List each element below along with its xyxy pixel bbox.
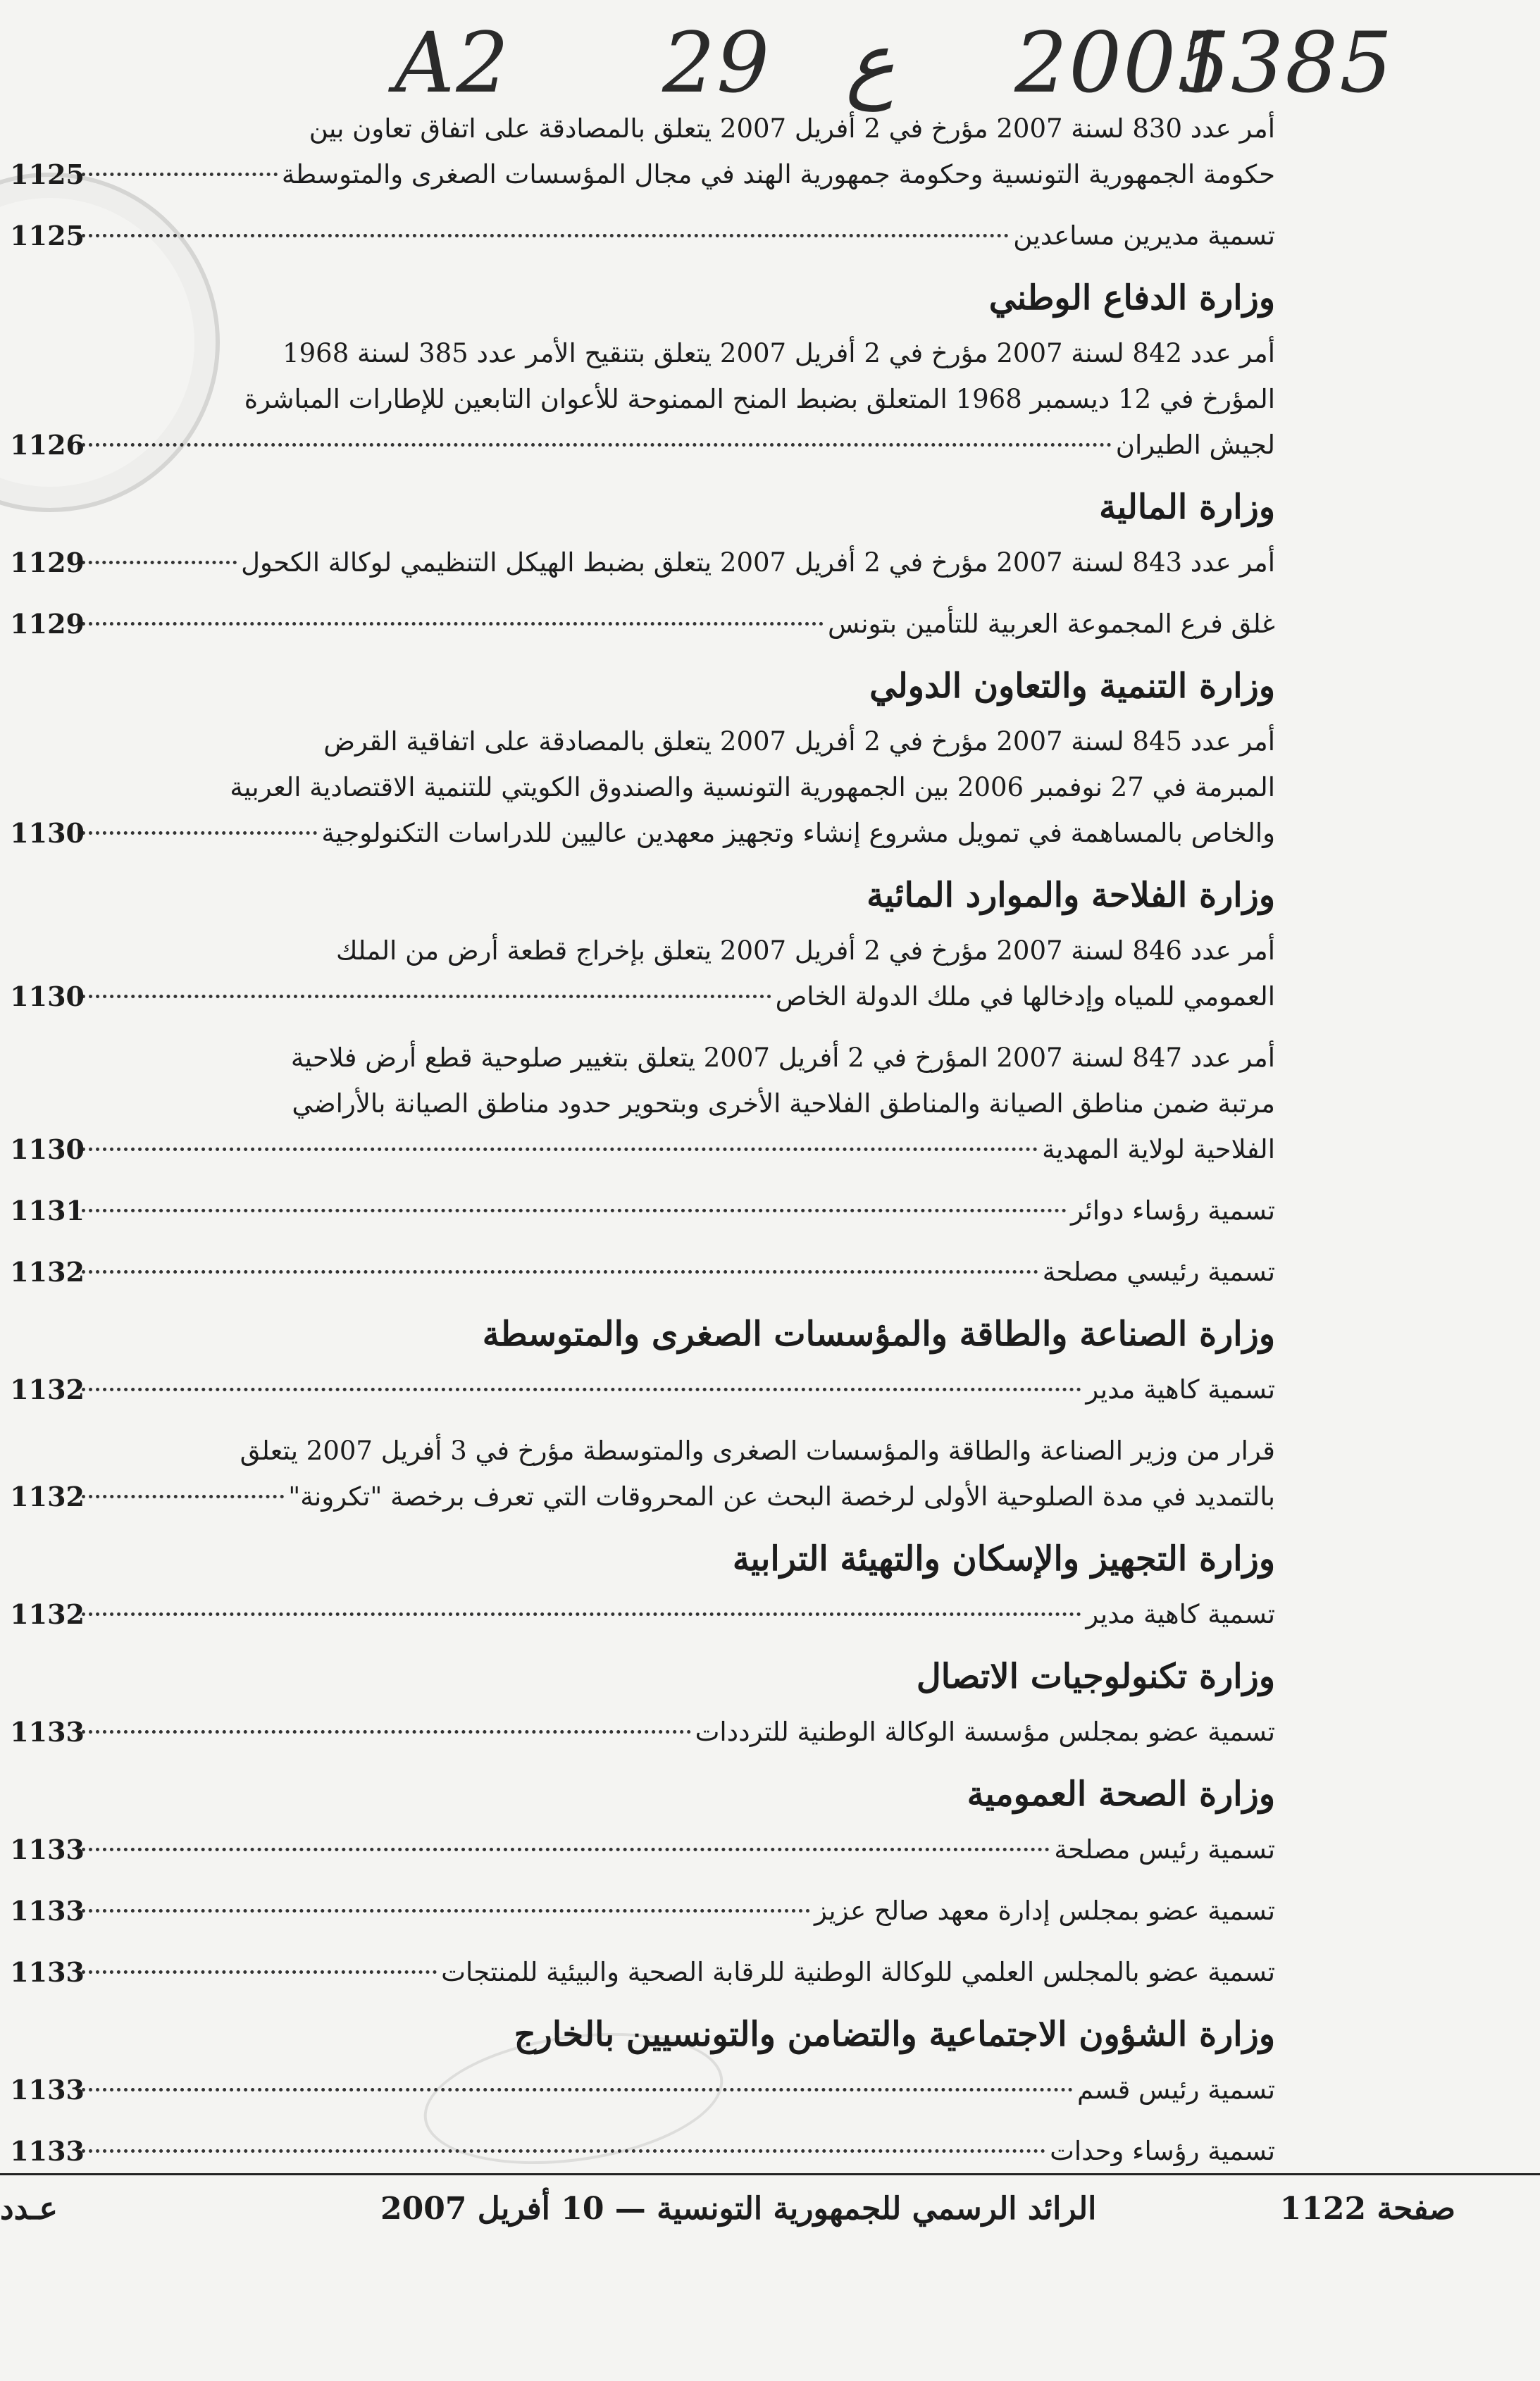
entry-text: تسمية مديرين مساعدين bbox=[1013, 220, 1275, 251]
dot-leader bbox=[82, 1388, 1081, 1391]
toc-entry[interactable] bbox=[10, 330, 1275, 468]
toc-entry[interactable] bbox=[10, 2128, 1275, 2174]
dot-leader bbox=[82, 1909, 810, 1913]
table-of-contents bbox=[10, 106, 1275, 2189]
entry-text: تسمية كاهية مدير bbox=[1086, 1374, 1275, 1405]
toc-entry[interactable] bbox=[10, 1249, 1275, 1295]
entry-text: لجيش الطيران bbox=[1115, 430, 1275, 460]
entry-last-line bbox=[77, 810, 1275, 856]
section-title: وزارة المالية bbox=[1099, 487, 1275, 527]
entry-line: المؤرخ في 12 ديسمبر 1968 المتعلق بضبط المنح الممنوحة للأعوان التابعين للإطارات المباشرة bbox=[244, 384, 1275, 414]
entry-page-number: 1131 bbox=[10, 1195, 85, 1226]
entry-line: أمر عدد 842 لسنة 2007 مؤرخ في 2 أفريل 2007 يتعلق بتنقيح الأمر عدد 385 لسنة 1968 bbox=[282, 338, 1275, 368]
entry-last-line bbox=[77, 213, 1275, 259]
handwriting-e: 1385 bbox=[1176, 14, 1394, 111]
dot-leader bbox=[82, 1970, 437, 1974]
entry-page-number: 1133 bbox=[10, 1956, 85, 1988]
dot-leader bbox=[82, 831, 317, 835]
entry-text: أمر عدد 843 لسنة 2007 مؤرخ في 2 أفريل 2007 يتعلق بضبط الهيكل التنظيمي لوكالة الكحول bbox=[241, 547, 1275, 578]
entry-last-line bbox=[77, 1709, 1275, 1755]
entry-page-number: 1132 bbox=[10, 1598, 85, 1630]
toc-entry[interactable] bbox=[10, 719, 1275, 856]
section-title: وزارة التنمية والتعاون الدولي bbox=[869, 666, 1275, 706]
entry-last-line bbox=[77, 1474, 1275, 1519]
handwriting-d: 2005 bbox=[1014, 14, 1232, 111]
entry-last-line bbox=[77, 974, 1275, 1019]
entry-page-number: 1129 bbox=[10, 608, 85, 640]
entry-text: العمومي للمياه وإدخالها في ملك الدولة الخاص bbox=[775, 981, 1275, 1012]
toc-entry[interactable] bbox=[10, 928, 1275, 1019]
entry-last-line bbox=[77, 1367, 1275, 1412]
entry-last-line bbox=[77, 2128, 1275, 2174]
handwriting-a: A2 bbox=[395, 14, 511, 111]
entry-text: تسمية كاهية مدير bbox=[1086, 1599, 1275, 1629]
entry-last-line bbox=[77, 1249, 1275, 1295]
entry-page-number: 1132 bbox=[10, 1256, 85, 1288]
entry-page-number: 1133 bbox=[10, 1834, 85, 1865]
dot-leader bbox=[82, 1730, 691, 1734]
entry-page-number: 1125 bbox=[10, 220, 85, 251]
entry-page-number: 1126 bbox=[10, 429, 85, 461]
toc-entry[interactable] bbox=[10, 601, 1275, 647]
entry-line: أمر عدد 830 لسنة 2007 مؤرخ في 2 أفريل 2007 يتعلق بالمصادقة على اتفاق تعاون بين bbox=[309, 113, 1275, 144]
entry-page-number: 1130 bbox=[10, 981, 85, 1012]
entry-text: بالتمديد في مدة الصلوحية الأولى لرخصة البحث عن المحروقات التي تعرف برخصة "تكرونة" bbox=[288, 1481, 1275, 1512]
toc-entry[interactable] bbox=[10, 1591, 1275, 1637]
section-title: وزارة الصناعة والطاقة والمؤسسات الصغرى والمتوسطة bbox=[482, 1314, 1275, 1354]
dot-leader bbox=[82, 2088, 1073, 2091]
toc-entry[interactable] bbox=[10, 213, 1275, 259]
entry-text: تسمية رئيس قسم bbox=[1076, 2075, 1275, 2105]
handwriting-c: ع bbox=[845, 14, 895, 111]
entry-last-line bbox=[77, 1888, 1275, 1934]
entry-line: مرتبة ضمن مناطق الصيانة والمناطق الفلاحية الأخرى وبتحوير حدود مناطق الصيانة بالأراضي bbox=[292, 1088, 1275, 1119]
toc-entry[interactable] bbox=[10, 1188, 1275, 1233]
entry-text: غلق فرع المجموعة العربية للتأمين بتونس bbox=[828, 609, 1275, 639]
toc-entry[interactable] bbox=[10, 106, 1275, 197]
entry-line: أمر عدد 846 لسنة 2007 مؤرخ في 2 أفريل 2007 يتعلق بإخراج قطعة أرض من الملك bbox=[335, 935, 1275, 966]
entry-last-line bbox=[77, 1591, 1275, 1637]
entry-last-line bbox=[77, 1949, 1275, 1995]
section-title: وزارة الدفاع الوطني bbox=[988, 278, 1275, 318]
toc-entry[interactable] bbox=[10, 1428, 1275, 1519]
dot-leader bbox=[82, 1848, 1050, 1851]
entry-text: والخاص بالمساهمة في تمويل مشروع إنشاء وتجهيز معهدين عاليين للدراسات التكنولوجية bbox=[321, 818, 1275, 848]
dot-leader bbox=[82, 561, 237, 564]
entry-page-number: 1130 bbox=[10, 817, 85, 849]
section-title: وزارة الشؤون الاجتماعية والتضامن والتونسيين بالخارج bbox=[514, 2015, 1275, 2054]
toc-entry[interactable] bbox=[10, 1035, 1275, 1172]
issue-label-cut: عـدد bbox=[0, 2191, 58, 2227]
section-title: وزارة تكنولوجيات الاتصال bbox=[916, 1657, 1275, 1696]
entry-last-line bbox=[77, 601, 1275, 647]
toc-entry[interactable] bbox=[10, 1949, 1275, 1995]
section-title: وزارة الفلاحة والموارد المائية bbox=[867, 876, 1275, 915]
entry-last-line bbox=[77, 2067, 1275, 2113]
entry-text: تسمية عضو بمجلس إدارة معهد صالح عزيز bbox=[814, 1896, 1275, 1926]
entry-page-number: 1125 bbox=[10, 158, 85, 190]
dot-leader bbox=[82, 443, 1112, 447]
dot-leader bbox=[82, 1270, 1038, 1274]
handwritten-reference bbox=[395, 14, 1394, 113]
toc-entry[interactable] bbox=[10, 540, 1275, 585]
entry-text: تسمية رئيس مصلحة bbox=[1054, 1834, 1275, 1865]
entry-line: قرار من وزير الصناعة والطاقة والمؤسسات الصغرى والمتوسطة مؤرخ في 3 أفريل 2007 يتعلق bbox=[240, 1436, 1275, 1466]
entry-page-number: 1133 bbox=[10, 1895, 85, 1927]
section-title: وزارة التجهيز والإسكان والتهيئة الترابية bbox=[732, 1539, 1275, 1579]
page-number: صفحة 1122 bbox=[1279, 2191, 1455, 2227]
entry-text: الفلاحية لولاية المهدية bbox=[1042, 1134, 1275, 1164]
entry-line: أمر عدد 847 لسنة 2007 المؤرخ في 2 أفريل 2007 يتعلق بتغيير صلوحية قطع أرض فلاحية bbox=[290, 1043, 1275, 1073]
toc-entry[interactable] bbox=[10, 1827, 1275, 1872]
dot-leader bbox=[82, 1209, 1067, 1212]
footer-rule bbox=[0, 2173, 1540, 2175]
entry-page-number: 1133 bbox=[10, 1716, 85, 1748]
entry-last-line bbox=[77, 1188, 1275, 1233]
dot-leader bbox=[82, 1148, 1038, 1151]
entry-text: تسمية رؤساء وحدات bbox=[1050, 2136, 1275, 2166]
dot-leader bbox=[82, 1612, 1081, 1616]
entry-text: تسمية رئيسي مصلحة bbox=[1042, 1257, 1275, 1287]
entry-page-number: 1132 bbox=[10, 1374, 85, 1405]
dot-leader bbox=[82, 622, 824, 626]
entry-page-number: 1133 bbox=[10, 2135, 85, 2167]
dot-leader bbox=[82, 2149, 1045, 2153]
entry-line: أمر عدد 845 لسنة 2007 مؤرخ في 2 أفريل 2007 يتعلق بالمصادقة على اتفاقية القرض bbox=[323, 726, 1275, 757]
section-title: وزارة الصحة العمومية bbox=[967, 1774, 1275, 1814]
entry-line: المبرمة في 27 نوفمبر 2006 بين الجمهورية التونسية والصندوق الكويتي للتنمية الاقتصادية العربية bbox=[230, 772, 1275, 802]
toc-entry[interactable] bbox=[10, 1367, 1275, 1412]
entry-last-line bbox=[77, 1126, 1275, 1172]
journal-title-date: الرائد الرسمي للجمهورية التونسية — 10 أفريل 2007 bbox=[380, 2191, 1097, 2227]
dot-leader bbox=[82, 173, 278, 176]
entry-last-line bbox=[77, 540, 1275, 585]
entry-text: تسمية عضو بمجلس مؤسسة الوكالة الوطنية للترددات bbox=[695, 1717, 1275, 1747]
entry-page-number: 1133 bbox=[10, 2074, 85, 2106]
entry-text: حكومة الجمهورية التونسية وحكومة جمهورية الهند في مجال المؤسسات الصغرى والمتوسطة bbox=[281, 159, 1275, 189]
entry-text: تسمية عضو بالمجلس العلمي للوكالة الوطنية للرقابة الصحية والبيئية للمنتجات bbox=[441, 1957, 1275, 1987]
entry-last-line bbox=[77, 151, 1275, 197]
entry-last-line bbox=[77, 422, 1275, 468]
toc-entry[interactable] bbox=[10, 1709, 1275, 1755]
entry-page-number: 1130 bbox=[10, 1133, 85, 1165]
toc-entry[interactable] bbox=[10, 1888, 1275, 1934]
page-footer bbox=[0, 2184, 1540, 2240]
toc-entry[interactable] bbox=[10, 2067, 1275, 2113]
handwriting-b: 29 bbox=[662, 14, 771, 111]
dot-leader bbox=[82, 995, 771, 998]
entry-text: تسمية رؤساء دوائر bbox=[1071, 1195, 1275, 1226]
dot-leader bbox=[82, 234, 1009, 237]
entry-page-number: 1132 bbox=[10, 1481, 85, 1512]
entry-page-number: 1129 bbox=[10, 547, 85, 578]
entry-last-line bbox=[77, 1827, 1275, 1872]
dot-leader bbox=[82, 1495, 284, 1498]
